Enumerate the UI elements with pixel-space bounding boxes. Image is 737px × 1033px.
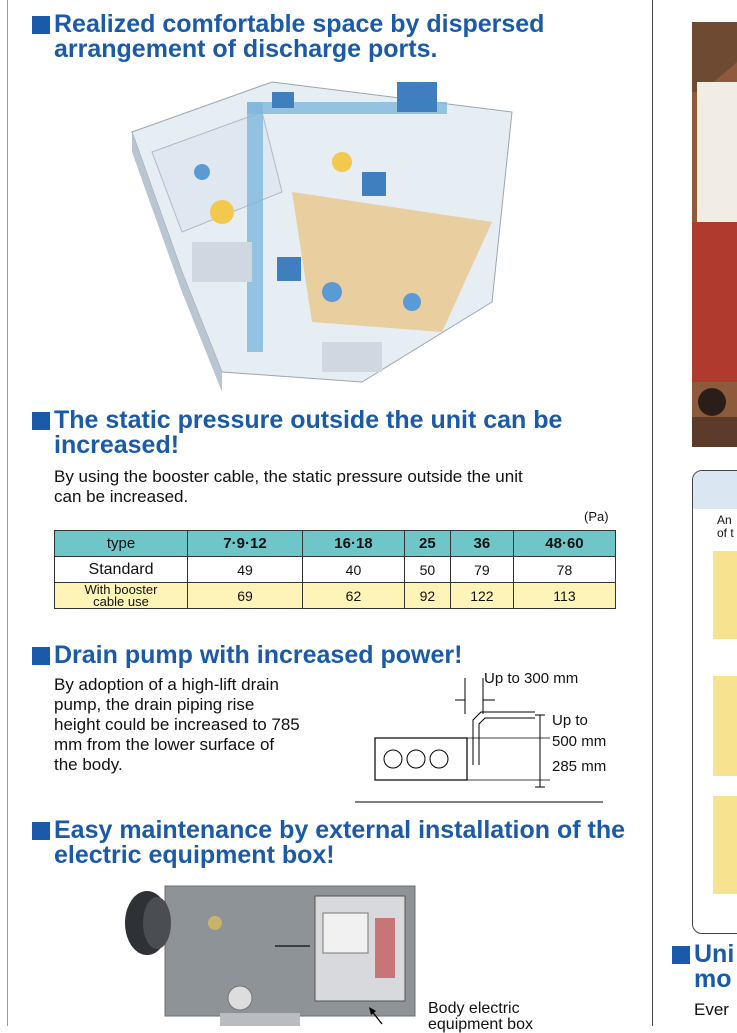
table-cell: 122 [450, 583, 513, 609]
photo-caption: Body electric equipment box [428, 1000, 533, 1033]
panel-intro-text: An of t [717, 513, 734, 540]
dim-label-285mm: 285 mm [552, 758, 607, 775]
left-margin-rule [7, 0, 8, 1026]
heading-square-icon [32, 822, 50, 840]
table-header-cell: 16·18 [302, 531, 404, 557]
feature-panel-block [713, 796, 737, 894]
table-row [55, 583, 616, 609]
table-header-cell: 48·60 [513, 531, 615, 557]
table-header-row [55, 531, 616, 557]
column-divider [652, 0, 653, 1026]
static-pressure-table [54, 530, 616, 609]
table-row [55, 557, 616, 583]
table-row-label: Standard [55, 557, 188, 583]
heading-square-icon [32, 647, 50, 665]
feature-panel-block [713, 551, 737, 639]
table-header-cell: 25 [404, 531, 450, 557]
table-cell: 62 [302, 583, 404, 609]
feature-panel-block [713, 676, 737, 776]
section-heading-drain-pump: Drain pump with increased power! [32, 643, 642, 668]
office-layout-illustration [112, 72, 522, 392]
dim-label-up-to: Up to [552, 712, 588, 729]
drain-pump-description: By adoption of a high-lift drain pump, the drain piping rise height could be increased to 785 mm from the lower surface of the body. [54, 675, 300, 774]
feature-panel-header [693, 471, 737, 509]
table-cell: 49 [188, 557, 303, 583]
heading-square-icon [32, 16, 50, 34]
table-cell: 40 [302, 557, 404, 583]
table-cell: 78 [513, 557, 615, 583]
table-unit-label: (Pa) [584, 509, 609, 524]
table-header-cell: type [55, 531, 188, 557]
section-heading-static-pressure: The static pressure outside the unit can be increased! [32, 408, 642, 458]
section-heading-easy-maintenance: Easy maintenance by external installation of the electric equipment box! [32, 818, 642, 868]
heading-square-icon [672, 946, 690, 964]
table-cell: 79 [450, 557, 513, 583]
right-section-heading: Uni mo [672, 942, 737, 992]
interior-photo [692, 22, 737, 447]
table-header-cell: 36 [450, 531, 513, 557]
section-heading-dispersed-ports: Realized comfortable space by dispersed arrangement of discharge ports. [32, 12, 642, 62]
table-cell: 69 [188, 583, 303, 609]
electric-box-unit-photo [125, 878, 425, 1026]
table-cell: 50 [404, 557, 450, 583]
dim-label-500mm: 500 mm [552, 733, 607, 750]
dim-label-300mm: Up to 300 mm [484, 670, 579, 687]
right-section-text: Ever [694, 1000, 729, 1019]
table-row-label: With booster cable use [55, 583, 188, 609]
table-cell: 113 [513, 583, 615, 609]
static-pressure-description: By using the booster cable, the static pressure outside the unit can be increased. [54, 467, 523, 506]
heading-square-icon [32, 412, 50, 430]
table-cell: 92 [404, 583, 450, 609]
pointer-arrow-icon [366, 1006, 386, 1026]
table-header-cell: 7·9·12 [188, 531, 303, 557]
